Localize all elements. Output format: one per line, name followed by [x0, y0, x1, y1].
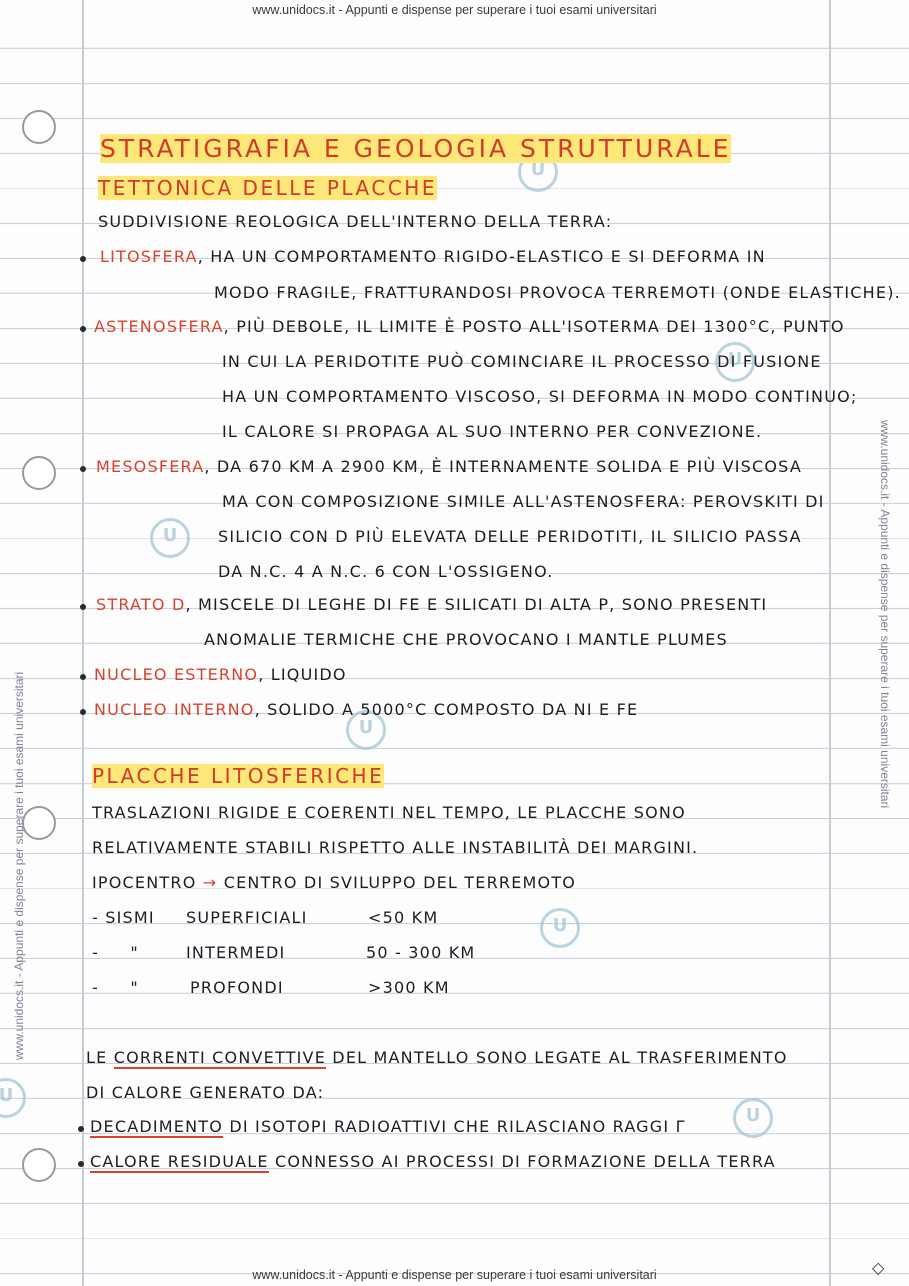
- punch-hole: [22, 806, 56, 840]
- unidocs-logo-icon: [733, 1098, 773, 1138]
- bullet-point: [78, 1161, 84, 1167]
- bullet-point: [80, 466, 86, 472]
- unidocs-logo-icon: [540, 908, 580, 948]
- watermark-right: www.unidocs.it - Appunti e dispense per superare i tuoi esami universitari: [878, 420, 892, 809]
- punch-hole: [22, 1148, 56, 1182]
- list-item: STRATO D, MISCELE DI LEGHE DI FE E SILICATI DI ALTA P, SONO PRESENTI: [96, 595, 768, 614]
- table-row: - ": [92, 943, 139, 962]
- section-heading: PLACCHE LITOSFERICHE: [92, 764, 385, 788]
- watermark-bottom: www.unidocs.it - Appunti e dispense per superare i tuoi esami universitari: [252, 1268, 657, 1282]
- page-title: STRATIGRAFIA E GEOLOGIA STRUTTURALE: [100, 134, 732, 163]
- watermark-top: www.unidocs.it - Appunti e dispense per superare i tuoi esami universitari: [252, 3, 657, 17]
- list-item-continuation: ANOMALIE TERMICHE CHE PROVOCANO I MANTLE PLUMES: [204, 630, 728, 649]
- punch-hole: [22, 110, 56, 144]
- bullet-point: [80, 326, 86, 332]
- bullet-point: [80, 674, 86, 680]
- intro-text: SUDDIVISIONE REOLOGICA DELL'INTERNO DELLA TERRA:: [98, 212, 613, 231]
- table-cell: <50 KM: [368, 908, 439, 927]
- table-cell: PROFONDI: [190, 978, 284, 997]
- list-item-continuation: HA UN COMPORTAMENTO VISCOSO, SI DEFORMA IN MODO CONTINUO;: [222, 387, 858, 406]
- bullet-point: [78, 1126, 84, 1132]
- list-item-continuation: IL CALORE SI PROPAGA AL SUO INTERNO PER CONVEZIONE.: [222, 422, 763, 441]
- paragraph-line: TRASLAZIONI RIGIDE E COERENTI NEL TEMPO, LE PLACCHE SONO: [92, 803, 686, 822]
- bullet-point: [80, 709, 86, 715]
- list-item-continuation: MA CON COMPOSIZIONE SIMILE ALL'ASTENOSFERA: PEROVSKITI DI: [222, 492, 825, 511]
- list-item: NUCLEO INTERNO, SOLIDO A 5000°C COMPOSTO DA NI E FE: [94, 700, 639, 719]
- left-margin-line: [82, 0, 84, 1286]
- list-item-continuation: DA N.C. 4 A N.C. 6 CON L'OSSIGENO.: [218, 562, 554, 581]
- paragraph-line: DI CALORE GENERATO DA:: [86, 1083, 325, 1102]
- corner-mark-icon: ◇: [872, 1258, 885, 1277]
- table-cell: >300 KM: [368, 978, 450, 997]
- table-row: - SISMI: [92, 908, 155, 927]
- table-row: - ": [92, 978, 139, 997]
- list-item: ASTENOSFERA, PIÙ DEBOLE, IL LIMITE È POSTO ALL'ISOTERMA DEI 1300°C, PUNTO: [94, 317, 845, 336]
- paragraph-line: LE CORRENTI CONVETTIVE DEL MANTELLO SONO LEGATE AL TRASFERIMENTO: [86, 1048, 788, 1067]
- table-cell: INTERMEDI: [186, 943, 286, 962]
- list-item-continuation: SILICIO CON D PIÙ ELEVATA DELLE PERIDOTITI, IL SILICIO PASSA: [218, 527, 802, 546]
- table-cell: SUPERFICIALI: [186, 908, 308, 927]
- list-item-continuation: MODO FRAGILE, FRATTURANDOSI PROVOCA TERREMOTI (ONDE ELASTICHE).: [214, 283, 901, 302]
- bullet-point: [80, 256, 86, 262]
- unidocs-logo-icon: [150, 518, 190, 558]
- ipocentro-line: IPOCENTRO → CENTRO DI SVILUPPO DEL TERREMOTO: [92, 873, 577, 892]
- bullet-point: [80, 604, 86, 610]
- arrow-icon: →: [202, 873, 218, 892]
- list-item-continuation: IN CUI LA PERIDOTITE PUÒ COMINCIARE IL PROCESSO DI FUSIONE: [222, 352, 822, 371]
- table-cell: 50 - 300 KM: [366, 943, 476, 962]
- punch-hole: [22, 456, 56, 490]
- paragraph-line: RELATIVAMENTE STABILI RISPETTO ALLE INSTABILITÀ DEI MARGINI.: [92, 838, 699, 857]
- right-margin-line: [829, 0, 831, 1286]
- section-heading: TETTONICA DELLE PLACCHE: [98, 176, 437, 200]
- watermark-left: www.unidocs.it - Appunti e dispense per superare i tuoi esami universitari: [12, 671, 26, 1060]
- list-item: NUCLEO ESTERNO, LIQUIDO: [94, 665, 347, 684]
- list-item: DECADIMENTO DI ISOTOPI RADIOATTIVI CHE RILASCIANO RAGGI Γ: [90, 1117, 686, 1136]
- unidocs-logo-icon: [0, 1078, 26, 1118]
- list-item: CALORE RESIDUALE CONNESSO AI PROCESSI DI FORMAZIONE DELLA TERRA: [90, 1152, 776, 1171]
- list-item: MESOSFERA, DA 670 KM A 2900 KM, È INTERNAMENTE SOLIDA E PIÙ VISCOSA: [96, 457, 802, 476]
- list-item: LITOSFERA, HA UN COMPORTAMENTO RIGIDO-ELASTICO E SI DEFORMA IN: [100, 247, 766, 266]
